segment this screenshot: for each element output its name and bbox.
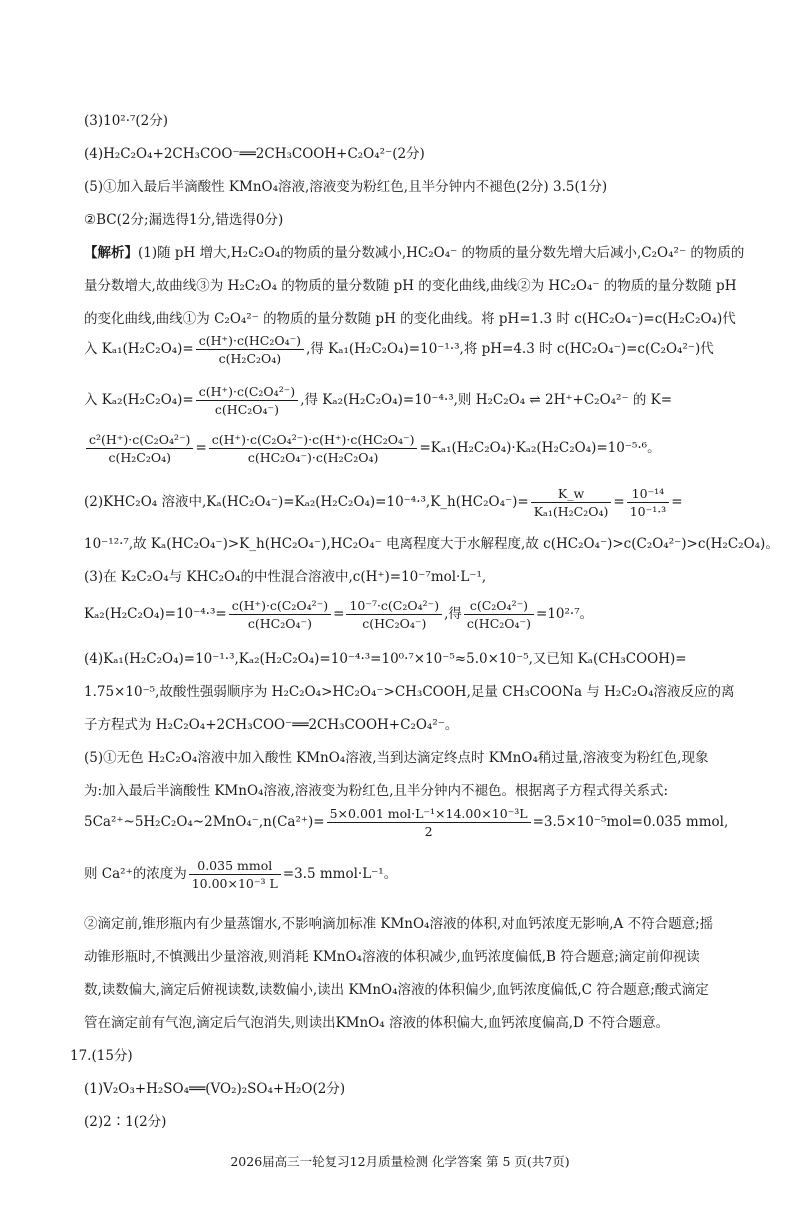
ka1-fraction: $\frac{\text{c(H⁺)·c(HC₂O₄⁻)}}{\text{c(H₂C₂O₄)}}$ (196, 333, 304, 366)
error-analysis-line-2: 动锥形瓶时,不慎溅出少量溶液,则消耗 KMnO₄溶液的体积减少,血钙浓度偏低,B 符合题意;滴定前仰视读 (84, 949, 700, 965)
analysis-4-line-2: 1.75×10⁻⁵,故酸性强弱顺序为 H₂C₂O₄>HC₂O₄⁻>CH₃COOH,足量 CH₃COONa 与 H₂C₂O₄溶液反应的离 (84, 684, 735, 700)
error-analysis-line-3: 数,读数偏大,滴定后俯视读数,读数偏小,读出 KMnO₄溶液的体积偏少,血钙浓度偏低,C 符合题意;酸式滴定 (84, 982, 709, 998)
k-fraction-2: $\frac{\text{c(H⁺)·c(C₂O₄²⁻)·c(H⁺)·c(HC₂O₄⁻)}}{\text{c(HC₂O₄⁻)·c(H₂C₂O₄)}}$ (209, 432, 418, 465)
calcium-amount-fraction: $\frac{\text{5×0.001 mol·L⁻¹×14.00×10⁻³L}}{2}$ (327, 806, 531, 839)
calcium-amount-line: 5Ca²⁺~5H₂C₂O₄~2MnO₄⁻,n(Ca²⁺)= $\frac{\text{5×0.001 mol·L⁻¹×14.00×10⁻³L}}{2}$ =3.5×10⁻⁵mol=0.035 mmol, (84, 806, 729, 839)
analysis-4-line-1: (4)Kₐ₁(H₂C₂O₄)=10⁻¹·³,Kₐ₂(H₂C₂O₄)=10⁻⁴·³=10⁰·⁷×10⁻⁵≈5.0×10⁻⁵,又已知 Kₐ(CH₃COOH)= (84, 651, 687, 667)
error-analysis-line-1: ②滴定前,锥形瓶内有少量蒸馏水,不影响滴加标准 KMnO₄溶液的体积,对血钙浓度无影响,A 不符合题意;摇 (84, 916, 714, 932)
analysis-tag: 【解析】 (84, 245, 138, 261)
ka2-equation-line: 入 Kₐ₂(H₂C₂O₄)= $\frac{\text{c(H⁺)·c(C₂O₄²⁻)}}{\text{c(HC₂O₄⁻)}}$ ,得 Kₐ₂(H₂C₂O₄)=10⁻⁴·³,则 H₂C₂O₄ ⇌ 2H⁺+C₂O₄²⁻ 的 K= (84, 384, 673, 417)
answer-4: (4)H₂C₂O₄+2CH₃COO⁻══2CH₃COOH+C₂O₄²⁻(2分) (84, 146, 425, 162)
analysis-paragraph-1-line-2: 量分数增大,故曲线③为 H₂C₂O₄ 的物质的量分数随 pH 的变化曲线,曲线②为 HC₂O₄⁻ 的物质的量分数随 pH (84, 278, 737, 294)
analysis-5-line-1: (5)①无色 H₂C₂O₄溶液中加入酸性 KMnO₄溶液,当到达滴定终点时 KMnO₄稍过量,溶液变为粉红色,现象 (84, 750, 709, 766)
answer-5-2: ②BC(2分;漏选得1分,错选得0分) (84, 212, 284, 228)
analysis-3-line-2: Kₐ₂(H₂C₂O₄)=10⁻⁴·³= $\frac{\text{c(H⁺)·c(C₂O₄²⁻)}}{\text{c(HC₂O₄⁻)}}$ = $\frac{\text{10⁻⁷·c(C₂O₄²⁻)}}{\text{c(HC₂O₄⁻)}}$ ,得 $\frac{\text{c(C₂O₄²⁻)}}{\text{c(HC₂O₄⁻)}}$ =10²·⁷。 (84, 598, 594, 631)
k-total-equation-line: $\frac{\text{c²(H⁺)·c(C₂O₄²⁻)}}{\text{c(H₂C₂O₄)}}$ = $\frac{\text{c(H⁺)·c(C₂O₄²⁻)·c(H⁺)·c(HC₂O₄⁻)}}{\text{c(HC₂O₄⁻)·c(H₂C₂O₄)}}$ =Kₐ₁(H₂C₂O₄)·Kₐ₂(H₂C₂O₄)=10⁻⁵·⁶。 (84, 432, 661, 465)
analysis-3-line-1: (3)在 K₂C₂O₄与 KHC₂O₄的中性混合溶液中,c(H⁺)=10⁻⁷mol·L⁻¹, (84, 569, 487, 585)
kh-fraction-2: $\frac{\text{10⁻¹⁴}}{\text{10⁻¹·³}}$ (627, 486, 670, 519)
answer-5-1: (5)①加入最后半滴酸性 KMnO₄溶液,溶液变为粉红色,且半分钟内不褪色(2分) 3.5(1分) (84, 179, 608, 195)
kh-fraction-1: $\frac{K\_w}{\text{Kₐ₁(H₂C₂O₄)}}$ (531, 486, 612, 519)
analysis-2-line-1: (2)KHC₂O₄ 溶液中,Kₐ(HC₂O₄⁻)=Kₐ₂(H₂C₂O₄)=10⁻⁴·³,K_h(HC₂O₄⁻)= $\frac{K\_w}{\text{Kₐ₁(H₂C₂O₄)}}$ = $\frac{\text{10⁻¹⁴}}{\text{10⁻¹·³}}$ = (84, 486, 683, 519)
analysis-5-line-2: 为:加入最后半滴酸性 KMnO₄溶液,溶液变为粉红色,且半分钟内不褪色。根据离子方程式得关系式: (84, 783, 669, 799)
error-analysis-line-4: 管在滴定前有气泡,滴定后气泡消失,则读出KMnO₄ 溶液的体积偏大,血钙浓度偏高,D 不符合题意。 (84, 1015, 670, 1031)
k-fraction-1: $\frac{\text{c²(H⁺)·c(C₂O₄²⁻)}}{\text{c(H₂C₂O₄)}}$ (86, 432, 193, 465)
calcium-concentration-fraction: $\frac{\text{0.035 mmol}}{\text{10.00×10⁻³ L}}$ (189, 858, 281, 891)
answer-17-1: (1)V₂O₃+H₂SO₄══(VO₂)₂SO₄+H₂O(2分) (84, 1081, 346, 1097)
ka2-fraction: $\frac{\text{c(H⁺)·c(C₂O₄²⁻)}}{\text{c(HC₂O₄⁻)}}$ (196, 384, 298, 417)
page-footer: 2026届高三一轮复习12月质量检测 化学答案 第 5 页(共7页) (230, 1154, 570, 1169)
ka1-equation-line: 入 Kₐ₁(H₂C₂O₄)= $\frac{\text{c(H⁺)·c(HC₂O₄⁻)}}{\text{c(H₂C₂O₄)}}$ ,得 Kₐ₁(H₂C₂O₄)=10⁻¹·³,将 pH=4.3 时 c(HC₂O₄⁻)=c(C₂O₄²⁻)代 (84, 333, 714, 366)
ratio-fraction-2: $\frac{\text{10⁻⁷·c(C₂O₄²⁻)}}{\text{c(HC₂O₄⁻)}}$ (346, 598, 442, 631)
answer-17-2: (2)2∶1(2分) (84, 1114, 167, 1130)
analysis-2-line-2: 10⁻¹²·⁷,故 Kₐ(HC₂O₄⁻)>K_h(HC₂O₄⁻),HC₂O₄⁻ 电离程度大于水解程度,故 c(HC₂O₄⁻)>c(C₂O₄²⁻)>c(H₂C₂O₄)。 (84, 536, 779, 552)
ratio-fraction-1: $\frac{\text{c(H⁺)·c(C₂O₄²⁻)}}{\text{c(HC₂O₄⁻)}}$ (229, 598, 331, 631)
question-17-header: 17.(15分) (70, 1048, 133, 1064)
analysis-paragraph-1-line-3: 的变化曲线,曲线①为 C₂O₄²⁻ 的物质的量分数随 pH 的变化曲线。将 pH=1.3 时 c(HC₂O₄⁻)=c(H₂C₂O₄)代 (84, 311, 736, 327)
answer-3: (3)10²·⁷(2分) (84, 113, 169, 129)
analysis-4-line-3: 子方程式为 H₂C₂O₄+2CH₃COO⁻══2CH₃COOH+C₂O₄²⁻。 (84, 717, 459, 733)
calcium-concentration-line: 则 Ca²⁺的浓度为 $\frac{\text{0.035 mmol}}{\text{10.00×10⁻³ L}}$ =3.5 mmol·L⁻¹。 (84, 858, 398, 891)
analysis-paragraph-1-line-1: 【解析】(1)随 pH 增大,H₂C₂O₄的物质的量分数减小,HC₂O₄⁻ 的物质的量分数先增大后减小,C₂O₄²⁻ 的物质的 (84, 245, 745, 261)
ratio-fraction-3: $\frac{\text{c(C₂O₄²⁻)}}{\text{c(HC₂O₄⁻)}}$ (464, 598, 534, 631)
